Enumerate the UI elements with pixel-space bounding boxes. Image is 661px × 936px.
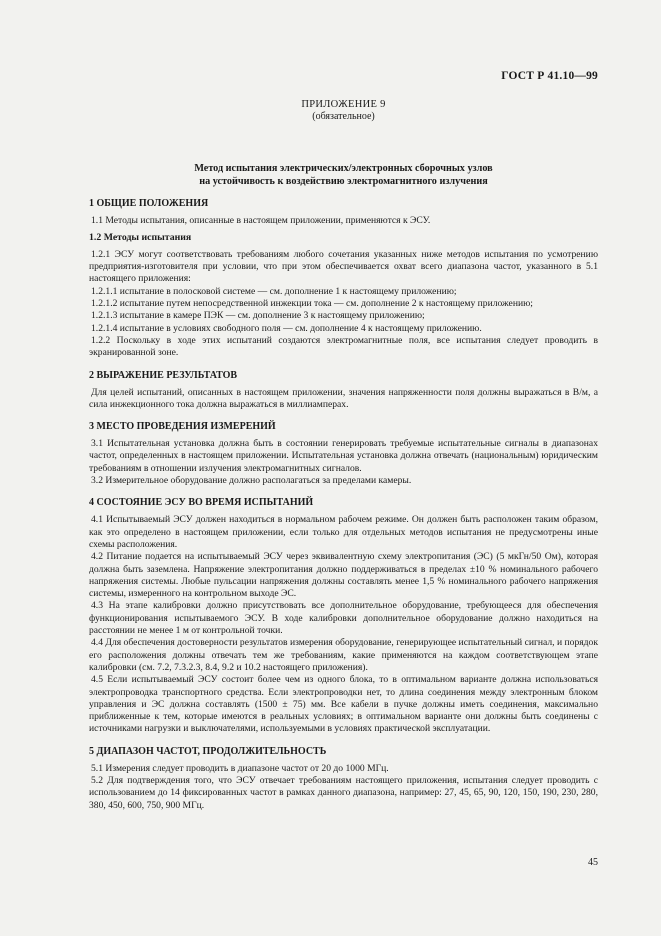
method-title bbox=[89, 162, 598, 188]
paragraph-1-2-1-1: 1.2.1.1 испытание в полосковой системе — см. дополнение 1 к настоящему приложению; bbox=[91, 285, 457, 297]
page-content bbox=[89, 99, 598, 812]
paragraph-1-2-2: 1.2.2 Поскольку в ходе этих испытаний создаются электромагнитные поля, все испытания следует проводить в экранированной зоне. bbox=[89, 334, 598, 359]
paragraph-4-3: 4.3 На этапе калибровки должно присутствовать все дополнительное оборудование, требующееся для обеспечения функционирования испытываемого ЭСУ. В ходе калибровки дополнительное оборудование должно находиться на расстоянии не менее 1 м от контрольной точки. bbox=[89, 600, 598, 637]
appendix-title: ПРИЛОЖЕНИЕ 9 bbox=[301, 99, 386, 110]
paragraph-4-2: 4.2 Питание подается на испытываемый ЭСУ через эквивалентную схему электропитания (ЭС) (5 мкГн/50 Ом), которая должна быть заземлена. Напряжение электропитания должно поддерживаться в пределах ±10 % номинального рабочего напряжения системы. Любые пульсации напряжения должны составлять менее 1,5 % номинального рабочего напряжения системы, измеренного на контрольном выходе ЭС. bbox=[89, 551, 598, 600]
subsection-1-2-heading: 1.2 Методы испытания bbox=[89, 231, 192, 243]
section-4-heading: 4 СОСТОЯНИЕ ЭСУ ВО ВРЕМЯ ИСПЫТАНИЙ bbox=[89, 497, 314, 509]
section-3-heading: 3 МЕСТО ПРОВЕДЕНИЯ ИЗМЕРЕНИЙ bbox=[89, 421, 276, 433]
appendix-subtitle: (обязательное) bbox=[312, 111, 375, 123]
paragraph-1-2-1-2: 1.2.1.2 испытание путем непосредственной инжекции тока — см. дополнение 2 к настоящему приложению; bbox=[91, 298, 533, 310]
paragraph-1-1: 1.1 Методы испытания, описанные в настоящем приложении, применяются к ЭСУ. bbox=[91, 214, 431, 226]
paragraph-4-5: 4.5 Если испытываемый ЭСУ состоит более чем из одного блока, то в оптимальном варианте должна использоваться электропроводка транспортного средства. Если электропроводки нет, то длина соединения между электронным блоком управления и ЭС должна составлять (1500 ± 75) мм. Все кабели в пучке должны иметь соединения, максимально приближенные к тем, которые имеются в реальных условиях; в оптимальном варианте они должны быть соединены с источниками нагрузки и выключателями, используемыми в условиях практической эксплуатации. bbox=[89, 674, 598, 735]
paragraph-1-2-1: 1.2.1 ЭСУ могут соответствовать требованиям любого сочетания указанных ниже методов испытания по усмотрению предприятия-изготовителя при условии, что при этом обеспечивается охват всего диапазона частот, указанного в 5.1 настоящего приложения: bbox=[89, 248, 598, 285]
paragraph-1-2-1-3: 1.2.1.3 испытание в камере ПЭК — см. дополнение 3 к настоящему приложению; bbox=[91, 310, 425, 322]
paragraph-1-2-1-4: 1.2.1.4 испытание в условиях свободного поля — см. дополнение 4 к настоящему приложению. bbox=[91, 322, 482, 334]
paragraph-5-1: 5.1 Измерения следует проводить в диапазоне частот от 20 до 1000 МГц. bbox=[91, 762, 389, 774]
method-title-line-2: на устойчивость к воздействию электромагнитного излучения bbox=[199, 175, 488, 187]
section-2-heading: 2 ВЫРАЖЕНИЕ РЕЗУЛЬТАТОВ bbox=[89, 369, 238, 381]
section-5-heading: 5 ДИАПАЗОН ЧАСТОТ, ПРОДОЛЖИТЕЛЬНОСТЬ bbox=[89, 745, 327, 757]
method-title-line-1: Метод испытания электрических/электронных сборочных узлов bbox=[194, 162, 493, 174]
section-1-heading: 1 ОБЩИЕ ПОЛОЖЕНИЯ bbox=[89, 197, 209, 209]
paragraph-4-4: 4.4 Для обеспечения достоверности результатов измерения оборудование, генерирующее испытательный сигнал, и порядок его расположения должны отвечать тем же требованиям, какие применяются на каждом соответствующем этапе калибровки (см. 7.2, 7.3.2.3, 8.4, 9.2 и 10.2 настоящего приложения). bbox=[89, 637, 598, 673]
paragraph-2: Для целей испытаний, описанных в настоящем приложении, значения напряженности поля должны выражаться в В/м, а сила инжекционного тока должна выражаться в миллиамперах. bbox=[89, 386, 598, 410]
paragraph-3-1: 3.1 Испытательная установка должна быть в состоянии генерировать требуемые испытательные сигналы в диапазонах частот, определенных в настоящем приложении. Испытательная установка должна отвечать (национальным) юридическим требованиям в отношении излучения электромагнитных сигналов. bbox=[89, 438, 598, 474]
page-number: 45 bbox=[588, 857, 598, 868]
paragraph-3-2: 3.2 Измерительное оборудование должно располагаться за пределами камеры. bbox=[91, 475, 412, 487]
paragraph-4-1: 4.1 Испытываемый ЭСУ должен находиться в нормальном рабочем режиме. Он должен быть расположен таким образом, как это определено в настоящем приложении, если только для отдельных методов испытания не предусмотрены иные схемы расположения. bbox=[89, 514, 598, 550]
paragraph-5-2: 5.2 Для подтверждения того, что ЭСУ отвечает требованиям настоящего приложения, испытания следует проводить с использованием до 14 фиксированных частот в рамках данного диапазона, например: 27, 45, 65, 90, 120, 150, 190, 230, 280, 380, 450, 600, 750, 900 МГц. bbox=[89, 774, 598, 811]
standard-number: ГОСТ Р 41.10—99 bbox=[501, 70, 598, 82]
